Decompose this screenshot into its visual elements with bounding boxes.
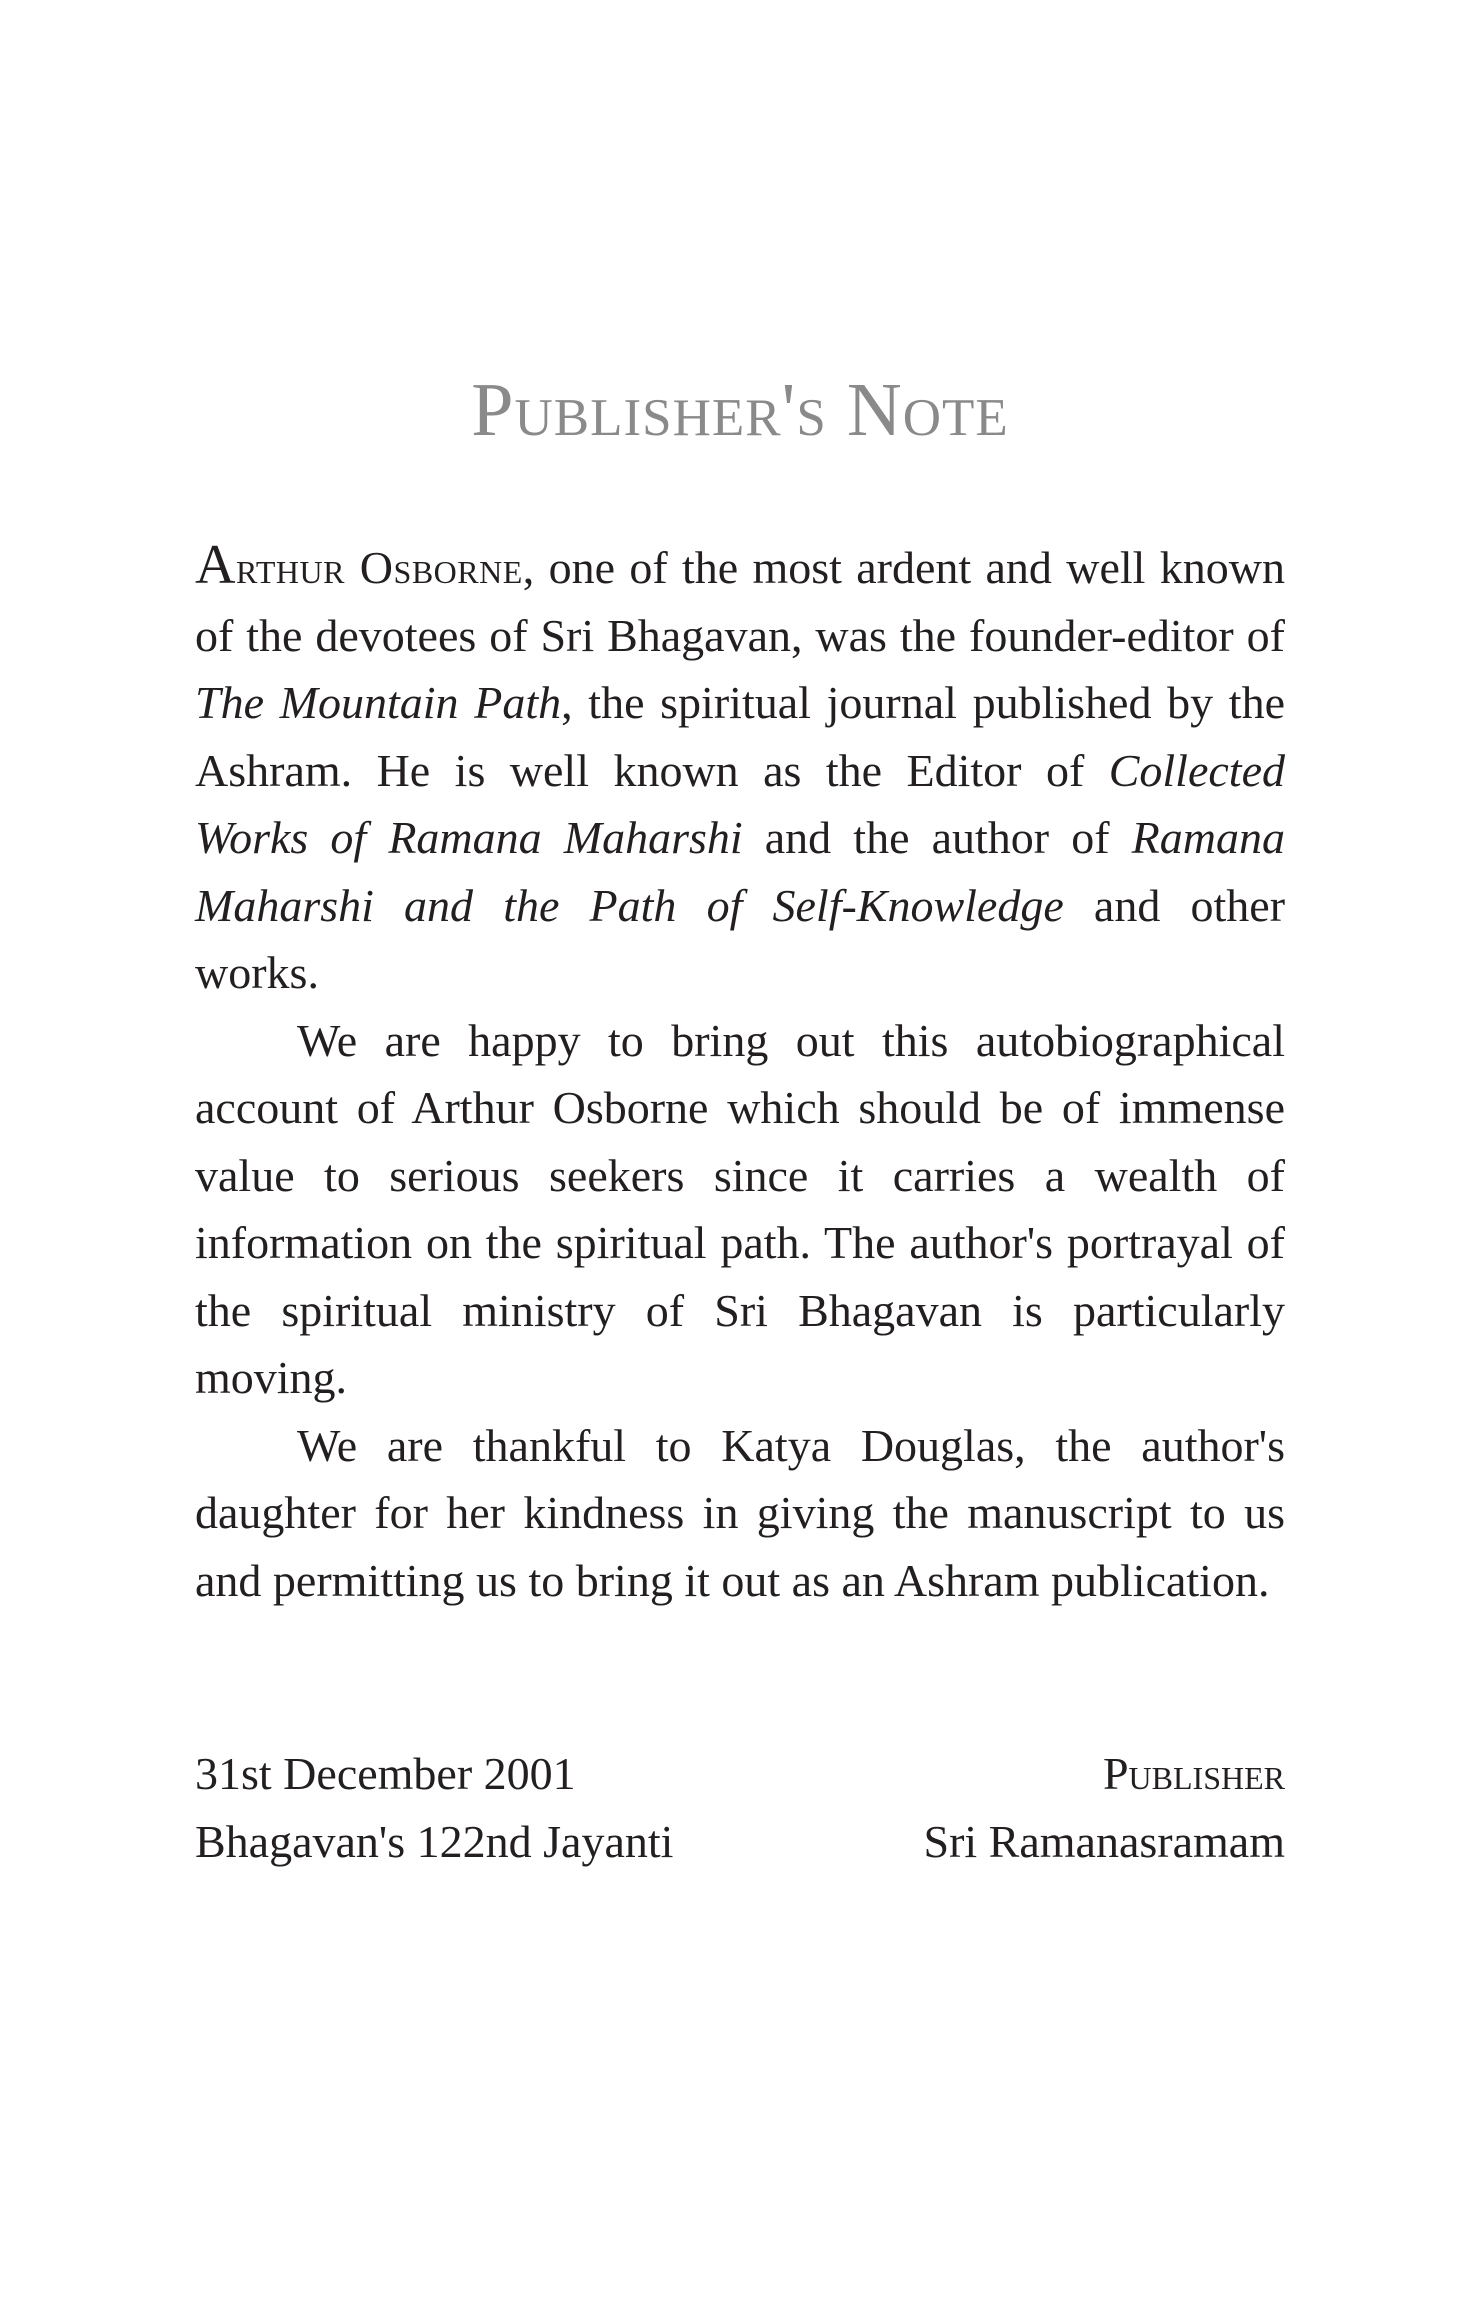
note-body [195,532,1285,1614]
date-text: 31st December 2001 [195,1748,576,1799]
journal-title: The Mountain Path [195,677,562,728]
occasion-text: Bhagavan's 122nd Jayanti [195,1815,674,1867]
lead-rest: rthur Osborne [235,542,523,593]
paragraph-1-text-4: and other works. [195,879,1286,998]
paragraph-2: We are happy to bring out this autobiographical account of Arthur Osborne which should be of immense value to serious seekers since it carries a wealth of information on the spiritual path. The author's portrayal of the spiritual ministry of Sri Bhagavan is particularly moving. [195,1014,1285,1403]
book-title-collected-works: Collected Works of Ramana Maharshi [195,744,1285,863]
lead-name [195,534,523,596]
paragraph-1-text-1: , one of the most ardent and well known of the devotees of Sri Bhagavan, was the founder-editor of [195,542,1285,661]
lead-capital: A [195,534,236,596]
page-title: Publisher's Note [471,368,1009,452]
signature-block [195,1740,1285,1875]
paragraph-1-text-2: , the spiritual journal published by the Ashram. He is well known as the Editor of [195,677,1285,796]
signatory-title: Publisher [1102,1748,1285,1799]
paragraph-3: We are thankful to Katya Douglas, the author's daughter for her kindness in giving the manuscript to us and permitting us to bring it out as an Ashram publication. [195,1419,1285,1606]
signatory-name: Sri Ramanasramam [923,1815,1285,1867]
signature-row-2 [195,1808,1285,1876]
paragraph-1 [195,532,1285,1007]
book-title-path-of-self-knowledge: Ramana Maharshi and the Path of Self-Knowledge [195,812,1285,931]
paragraph-1-text-3: and the author of [742,812,1132,863]
document-page [195,0,1285,2303]
signature-row-1 [195,1740,1285,1808]
